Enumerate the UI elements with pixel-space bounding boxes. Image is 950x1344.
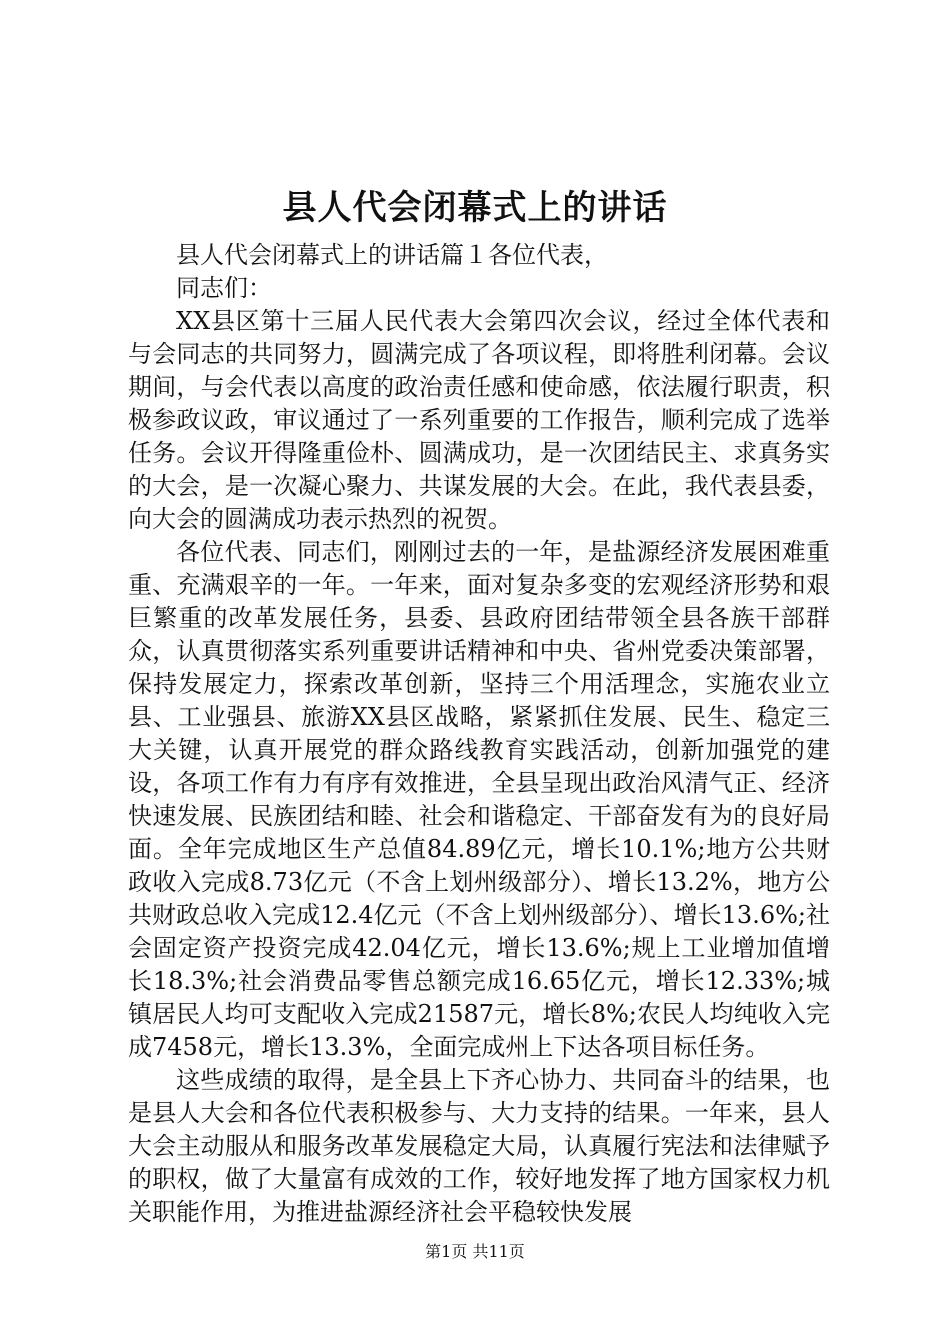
paragraph-meeting-summary: XX县区第十三届人民代表大会第四次会议，经过全体代表和与会同志的共同努力，圆满完成了各项议程，即将胜利闭幕。会议期间，与会代表以高度的政治责任感和使命感，依法履行职责，积极参政议政，审议通过了一系列重要的工作报告，顺利完成了选举任务。会议开得隆重俭朴、圆满成功，是一次团结民主、求真务实的大会，是一次凝心聚力、共谋发展的大会。在此，我代表县委，向大会的圆满成功表示热烈的祝贺。 (128, 307, 830, 533)
page-number-footer: 第1页 共11页 (425, 1242, 525, 1261)
paragraph-salutation: 同志们： (176, 274, 272, 302)
paragraph-greeting: 县人代会闭幕式上的讲话篇１各位代表， (176, 241, 608, 269)
document-body (128, 239, 830, 1229)
paragraph-annual-review: 各位代表、同志们，刚刚过去的一年，是盐源经济发展困难重重、充满艰辛的一年。一年来，面对复杂多变的宏观经济形势和艰巨繁重的改革发展任务，县委、县政府团结带领全县各族干部群众，认真贯彻落实系列重要讲话精神和中央、省州党委决策部署，保持发展定力，探索改革创新，坚持三个用活理念，实施农业立县、工业强县、旅游XX县区战略，紧紧抓住发展、民生、稳定三大关键，认真开展党的群众路线教育实践活动，创新加强党的建设，各项工作有力有序有效推进，全县呈现出政治风清气正、经济快速发展、民族团结和睦、社会和谐稳定、干部奋发有为的良好局面。全年完成地区生产总值84.89亿元，增长10.1%;地方公共财政收入完成8.73亿元（不含上划州级部分）、增长13.2%，地方公共财政总收入完成12.4亿元（不含上划州级部分）、增长13.6%;社会固定资产投资完成42.04亿元，增长13.6%;规上工业增加值增长18.3%;社会消费品零售总额完成16.65亿元，增长12.33%;城镇居民人均可支配收入完成21587元，增长8%;农民人均纯收入完成7458元，增长13.3%，全面完成州上下达各项目标任务。 (128, 538, 830, 1061)
paragraph-achievements: 这些成绩的取得，是全县上下齐心协力、共同奋斗的结果，也是县人大会和各位代表积极参与、大力支持的结果。一年来，县人大会主动服从和服务改革发展稳定大局，认真履行宪法和法律赋予的职权，做了大量富有成效的工作，较好地发挥了地方国家权力机关职能作用，为推进盐源经济社会平稳较快发展 (128, 1066, 830, 1226)
document-title: 县人代会闭幕式上的讲话 (282, 188, 668, 228)
